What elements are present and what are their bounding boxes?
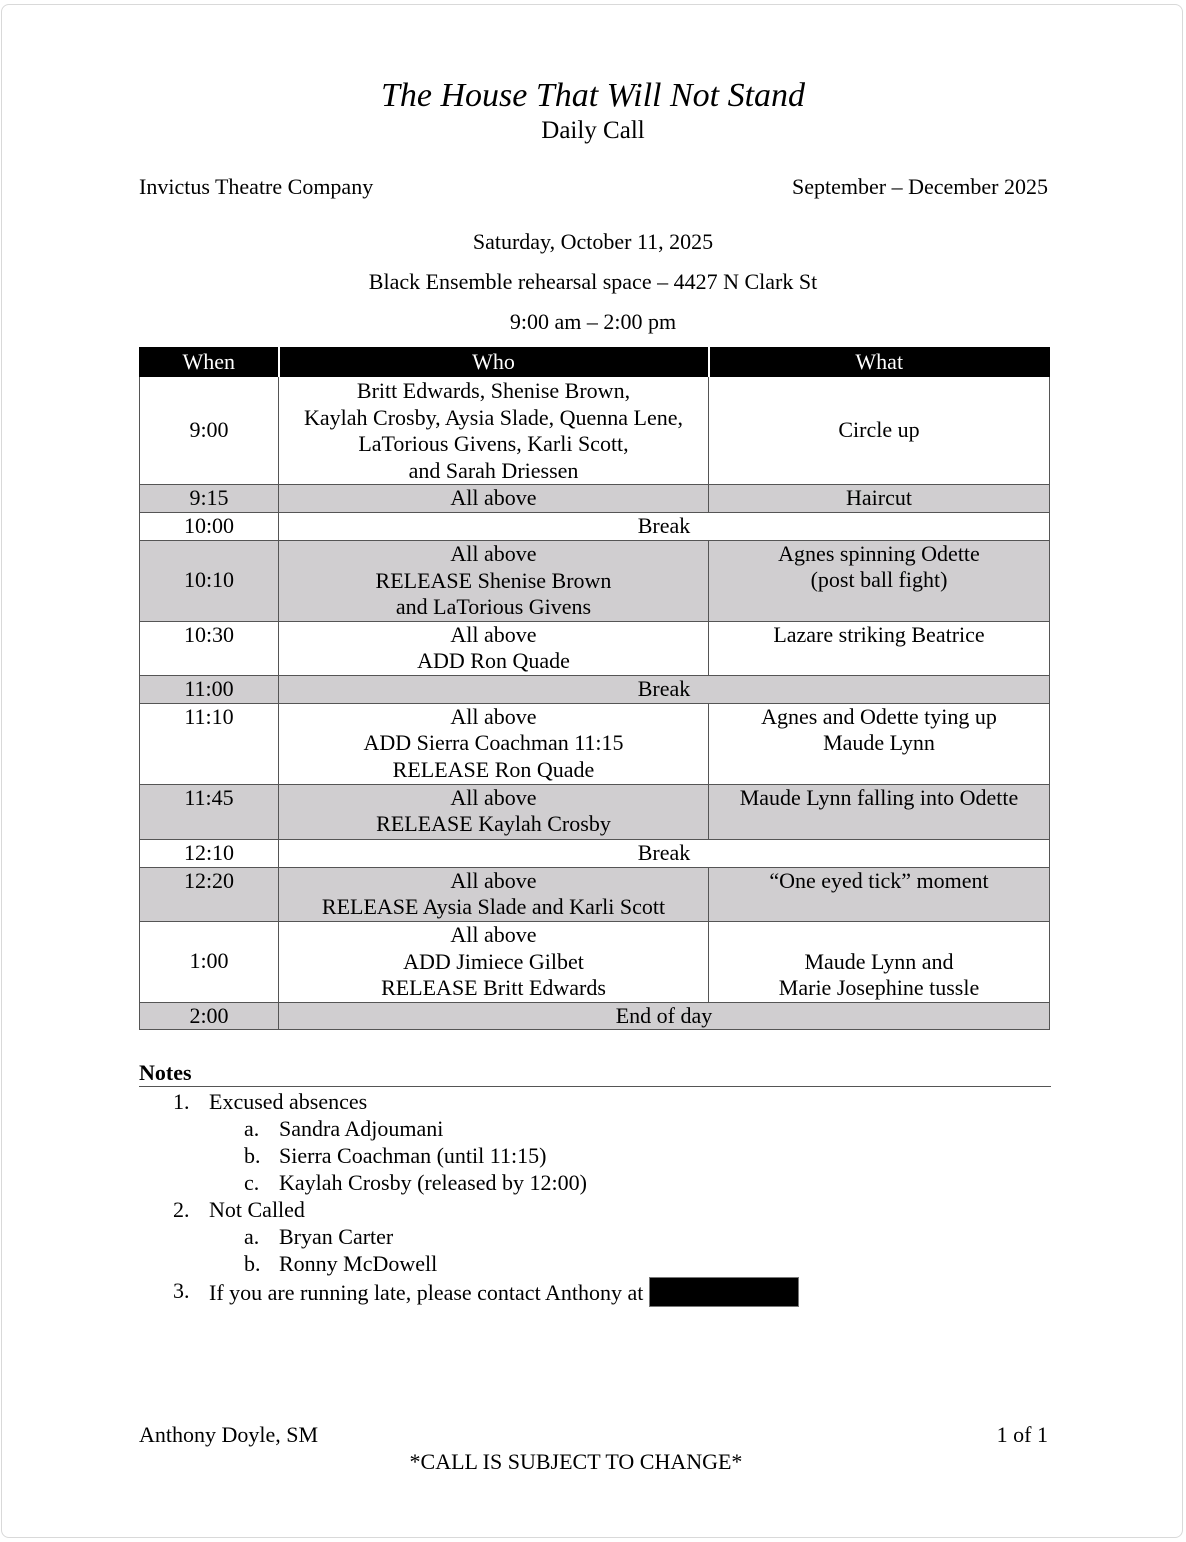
table-row (140, 512, 1050, 540)
note-number: 3. (173, 1278, 190, 1303)
who-cell (279, 921, 709, 1002)
call-location: Black Ensemble rehearsal space – 4427 N Clark St (368, 269, 818, 294)
table-row (140, 703, 1050, 784)
time-cell: 11:45 (140, 784, 279, 839)
time-cell: 9:00 (140, 377, 279, 485)
table-row (140, 784, 1050, 839)
who-cell (279, 784, 709, 839)
time-cell: 11:10 (140, 703, 279, 784)
list-item (139, 1250, 1051, 1277)
table-row (140, 675, 1050, 703)
who-cell (279, 867, 709, 921)
table-row (140, 540, 1050, 621)
company-name: Invictus Theatre Company (139, 174, 374, 199)
subnote-text: Bryan Carter (279, 1224, 394, 1249)
time-cell: 10:00 (140, 512, 279, 540)
document-subtitle: Daily Call (541, 117, 645, 144)
call-date: Saturday, October 11, 2025 (472, 229, 714, 254)
who-line: All above (450, 703, 537, 729)
subnote-text: Ronny McDowell (279, 1251, 438, 1276)
subnote-letter: b. (244, 1143, 261, 1168)
what-cell (709, 621, 1050, 675)
subnote-text: Sandra Adjoumani (279, 1116, 444, 1141)
subnote-letter: c. (244, 1170, 260, 1195)
break-cell: Break (279, 512, 1050, 540)
who-line: RELEASE Kaylah Crosby (376, 811, 611, 836)
list-item (139, 1115, 1051, 1142)
what-line: Marie Josephine tussle (778, 975, 980, 1000)
who-line: Britt Edwards, Shenise Brown, (356, 378, 631, 403)
subnote-letter: a. (244, 1224, 260, 1249)
time-cell: 1:00 (140, 921, 279, 1002)
who-line: All above (450, 621, 537, 647)
list-item (139, 1088, 1051, 1115)
page-number: 1 of 1 (996, 1422, 1048, 1447)
what-line: Lazare striking Beatrice (773, 621, 985, 647)
who-cell (279, 540, 709, 621)
time-cell: 9:15 (140, 485, 279, 513)
break-cell: Break (279, 675, 1050, 703)
schedule-table (139, 347, 1050, 1030)
who-cell (279, 621, 709, 675)
what-cell (709, 377, 1050, 485)
list-item (139, 1196, 1051, 1223)
what-cell: Haircut (709, 485, 1050, 513)
stage-manager-signature: Anthony Doyle, SM (139, 1422, 319, 1447)
time-cell: 12:20 (140, 867, 279, 921)
note-text: Excused absences (209, 1089, 368, 1114)
what-cell (709, 867, 1050, 921)
what-line: Maude Lynn falling into Odette (739, 784, 1019, 810)
who-cell: All above (279, 485, 709, 513)
what-cell (709, 921, 1050, 1002)
column-header-what: What (709, 348, 1050, 377)
list-item (139, 1169, 1051, 1196)
list-item (139, 1277, 1051, 1304)
who-line: and LaTorious Givens (395, 594, 592, 619)
what-line: “One eyed tick” moment (769, 867, 989, 893)
note-text: Not Called (209, 1197, 305, 1222)
list-item (139, 1142, 1051, 1169)
redacted-phone-block (649, 1277, 799, 1307)
table-row (140, 839, 1050, 867)
subnote-letter: a. (244, 1116, 260, 1141)
time-cell: 11:00 (140, 675, 279, 703)
table-row (140, 1002, 1050, 1030)
document-title: The House That Will Not Stand (380, 77, 806, 114)
note-text: If you are running late, please contact Anthony at (209, 1280, 644, 1305)
subnote-text: Sierra Coachman (until 11:15) (279, 1143, 547, 1168)
season-dates: September – December 2025 (792, 174, 1048, 199)
what-line: Maude Lynn and (804, 948, 954, 974)
who-line: All above (450, 784, 537, 810)
who-line: Kaylah Crosby, Aysia Slade, Quenna Lene, (303, 404, 684, 430)
who-cell (279, 377, 709, 485)
what-cell (709, 784, 1050, 839)
column-header-who: Who (279, 348, 709, 377)
column-header-when: When (140, 348, 279, 377)
time-cell: 10:10 (140, 540, 279, 621)
who-line: RELEASE Ron Quade (392, 756, 595, 782)
who-line: and Sarah Driessen (408, 457, 579, 483)
who-line: All above (450, 541, 537, 566)
notes-heading: Notes (139, 1060, 192, 1085)
who-line: All above (450, 867, 537, 893)
end-of-day-cell: End of day (279, 1002, 1050, 1030)
what-cell (709, 703, 1050, 784)
what-line: Circle up (838, 417, 920, 443)
note-text-with-redaction (209, 1277, 799, 1307)
call-disclaimer: *CALL IS SUBJECT TO CHANGE* (409, 1449, 743, 1474)
table-row (140, 921, 1050, 1002)
what-line: Agnes spinning Odette (778, 540, 980, 566)
time-cell: 2:00 (140, 1002, 279, 1030)
who-line: LaTorious Givens, Karli Scott, (358, 431, 629, 456)
break-cell: Break (279, 839, 1050, 867)
what-cell (709, 540, 1050, 621)
call-hours: 9:00 am – 2:00 pm (509, 309, 677, 334)
who-line: RELEASE Britt Edwards (381, 975, 606, 1000)
who-cell (279, 703, 709, 784)
table-row (140, 377, 1050, 485)
what-line: (post ball fight) (810, 567, 948, 592)
who-line: All above (450, 922, 537, 947)
time-cell: 12:10 (140, 839, 279, 867)
note-number: 1. (173, 1089, 190, 1114)
table-row (140, 621, 1050, 675)
who-line: ADD Jimiece Gilbet (403, 948, 584, 974)
time-cell: 10:30 (140, 621, 279, 675)
notes-divider (139, 1086, 1051, 1087)
subnote-text: Kaylah Crosby (released by 12:00) (279, 1170, 587, 1195)
notes-list (139, 1088, 1051, 1304)
what-line: Maude Lynn (823, 730, 935, 755)
table-row (140, 485, 1050, 513)
who-line: RELEASE Shenise Brown (375, 567, 612, 593)
subnote-letter: b. (244, 1251, 261, 1276)
what-line: Agnes and Odette tying up (761, 703, 997, 729)
who-line: ADD Sierra Coachman 11:15 (363, 730, 624, 755)
who-line: RELEASE Aysia Slade and Karli Scott (321, 894, 666, 919)
table-row (140, 867, 1050, 921)
who-line: ADD Ron Quade (417, 648, 570, 673)
note-number: 2. (173, 1197, 190, 1222)
list-item (139, 1223, 1051, 1250)
schedule-header-row (140, 348, 1050, 377)
